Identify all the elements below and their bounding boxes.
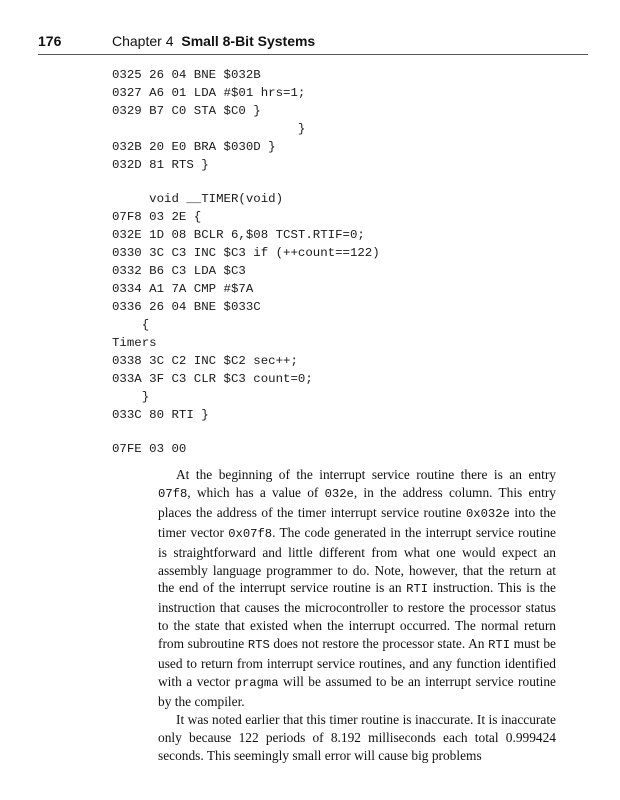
- code-line: 0325 26 04 BNE $032B: [112, 68, 261, 82]
- code-line: 033A 3F C3 CLR $C3 count=0;: [112, 372, 313, 386]
- code-line: }: [112, 122, 306, 136]
- inline-code: RTI: [406, 582, 429, 597]
- code-line: 07FE 03 00: [112, 442, 187, 456]
- code-line: 0334 A1 7A CMP #$7A: [112, 282, 254, 296]
- code-line: 0332 B6 C3 LDA $C3: [112, 264, 246, 278]
- text-run: does not restore the processor state. An: [269, 636, 489, 652]
- text-run: At the beginning of the interrupt service routine there is an entry: [176, 467, 556, 482]
- body-text: [158, 466, 556, 765]
- chapter-heading: [112, 30, 315, 52]
- inline-code: RTS: [247, 638, 270, 653]
- text-run: will be assumed to be an interrupt service routine by the compiler.: [158, 673, 556, 709]
- text-run: , in the address column. This entry places the address of the timer interrupt service routine: [158, 484, 556, 520]
- code-line: 0330 3C C3 INC $C3 if (++count==122): [112, 246, 380, 260]
- code-listing-main: [112, 66, 305, 174]
- text-run: into the timer vector: [158, 504, 556, 540]
- inline-code: 0x032e: [465, 506, 510, 521]
- page-header: [38, 30, 588, 52]
- code-line: void __TIMER(void): [112, 192, 284, 206]
- code-line: {: [112, 318, 150, 332]
- code-line: 032E 1D 08 BCLR 6,$08 TCST.RTIF=0;: [112, 228, 365, 242]
- code-line: 033C 80 RTI }: [112, 408, 209, 422]
- inline-code: 0x07f8: [228, 526, 273, 541]
- code-line: 0329 B7 C0 STA $C0 }: [112, 104, 261, 118]
- code-line: 0327 A6 01 LDA #$01 hrs=1;: [112, 86, 306, 100]
- inline-code: pragma: [234, 675, 279, 690]
- inline-code: RTI: [488, 638, 511, 653]
- text-run: must be used to return from interrupt service routines, and any function identified with a vector: [158, 636, 556, 689]
- code-line: 0338 3C C2 INC $C2 sec++;: [112, 354, 298, 368]
- chapter-title: Small 8-Bit Systems: [181, 33, 316, 49]
- paragraph-isr-explanation: [158, 466, 556, 711]
- paragraph-timer-accuracy: [158, 711, 556, 765]
- code-line: 032D 81 RTS }: [112, 158, 209, 172]
- text-run: . The code generated in the interrupt service routine is straightforward and little different from what one would expect an assembly language programmer to do. Note, however, that the return at the end of the interrupt service routine is an: [158, 524, 556, 596]
- inline-code: 032e: [324, 486, 354, 501]
- code-listing-timer-isr: [112, 190, 380, 424]
- code-line: 032B 20 E0 BRA $030D }: [112, 140, 276, 154]
- text-run: instruction. This is the instruction that causes the microcontroller to restore the processor status to the state that existed when the interrupt occurred. The normal return from subroutine: [158, 580, 556, 652]
- inline-code: 07f8: [158, 486, 188, 501]
- page-number: 176: [38, 33, 62, 49]
- code-line: 0336 26 04 BNE $033C: [112, 300, 261, 314]
- text-run: It was noted earlier that this timer routine is inaccurate. It is inaccurate only because 122 periods of 8.192 milliseconds each total 0.999424 seconds. This seemingly small error will cause big problems: [158, 711, 556, 763]
- chapter-label: Chapter 4: [112, 33, 174, 49]
- code-line: }: [112, 390, 150, 404]
- code-line: 07F8 03 2E {: [112, 210, 202, 224]
- code-line: Timers: [112, 336, 157, 350]
- header-rule: [38, 54, 588, 55]
- code-listing-vector: [112, 440, 186, 458]
- text-run: , which has a value of: [187, 484, 325, 500]
